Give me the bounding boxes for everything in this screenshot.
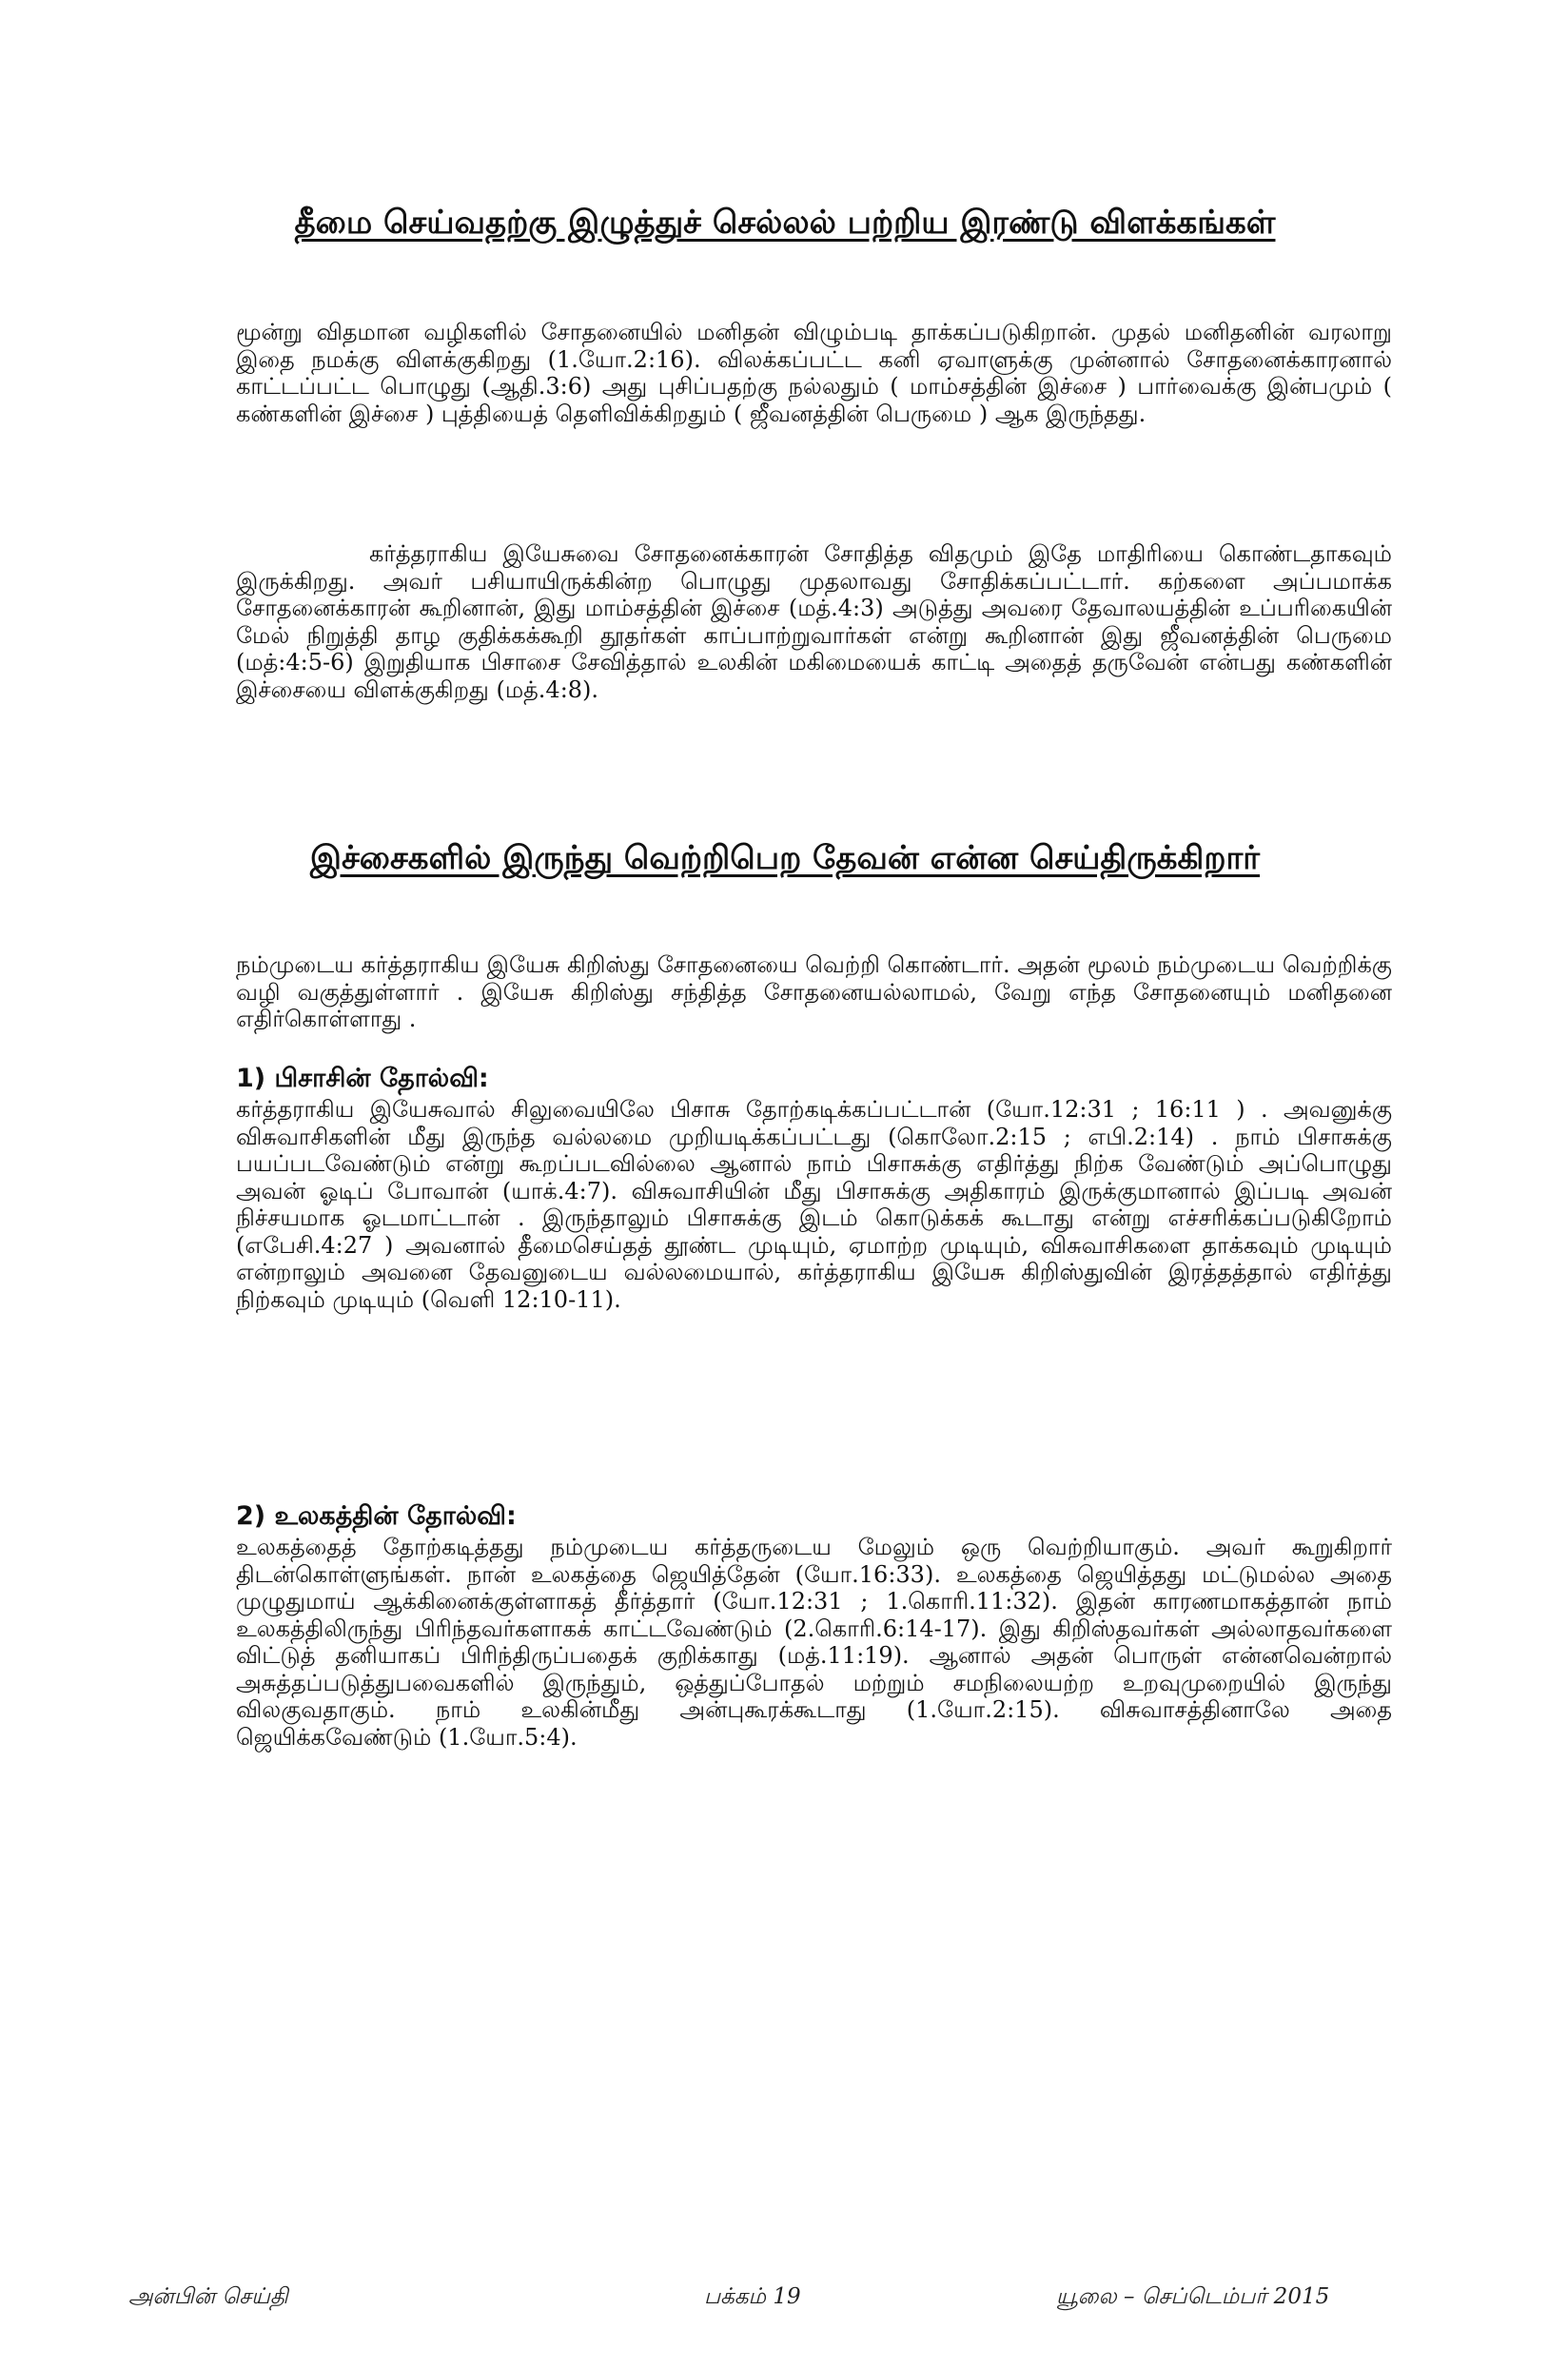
subheading-world-defeat: 2) உலகத்தின் தோல்வி: [236,1501,517,1531]
paragraph-victory-intro: நம்முடைய கர்த்தராகிய இயேசு கிறிஸ்து சோதனையை வெற்றி கொண்டார். அதன் மூலம் நம்முடைய வெற்றிக்கு வழி வகுத்துள்ளார் . இயேசு கிறிஸ்து சந்தித்த சோதனையல்லாமல், வேறு எந்த சோதனையும் மனிதனை எதிர்கொள்ளாது . [236,951,1392,1032]
footer-issue-date: யூலை – செப்டெம்பர் 2015 [1056,2284,1330,2309]
subheading-devil-defeat: 1) பிசாசின் தோல்வி: [236,1064,489,1093]
footer-magazine-title: அன்பின் செய்தி [128,2284,288,2309]
footer-page-number: பக்கம் 19 [704,2284,801,2309]
paragraph-world-defeat: உலகத்தைத் தோற்கடித்தது நம்முடைய கர்த்தருடைய மேலும் ஒரு வெற்றியாகும். அவர் கூறுகிறார் திடன்கொள்ளுங்கள். நான் உலகத்தை ஜெயித்தேன் (யோ.16:33). உலகத்தை ஜெயித்தது மட்டுமல்ல அதை முழுதுமாய் ஆக்கினைக்குள்ளாகத் தீர்த்தார் (யோ.12:31 ; 1.கொரி.11:32). இதன் காரணமாகத்தான் நாம் உலகத்திலிருந்து பிரிந்தவர்களாகக் காட்டவேண்டும் (2.கொரி.6:14-17). இது கிறிஸ்தவர்கள் அல்லாதவர்களை விட்டுத் தனியாகப் பிரிந்திருப்பதைக் குறிக்காது (மத்.11:19). ஆனால் அதன் பொருள் என்னவென்றால் அசுத்தப்படுத்துபவைகளில் இருந்தும், ஒத்துப்போதல் மற்றும் சமநிலையற்ற உறவுமுறையில் இருந்து விலகுவதாகும். நாம் உலகின்மீது அன்புகூரக்கூடாது (1.யோ.2:15). விசுவாசத்தினாலே அதை ஜெயிக்கவேண்டும் (1.யோ.5:4). [236,1534,1392,1751]
section-heading-victory: இச்சைகளில் இருந்து வெற்றிபெற தேவன் என்ன செய்திருக்கிறார் [309,839,1261,877]
paragraph-devil-defeat: கர்த்தராகிய இயேசுவால் சிலுவையிலே பிசாசு தோற்கடிக்கப்பட்டான் (யோ.12:31 ; 16:11 ) . அவனுக்கு விசுவாசிகளின் மீது இருந்த வல்லமை முறியடிக்கப்பட்டது (கொலோ.2:15 ; எபி.2:14) . நாம் பிசாசுக்கு பயப்படவேண்டும் என்று கூறப்படவில்லை ஆனால் நாம் பிசாசுக்கு எதிர்த்து நிற்க வேண்டும் அப்பொழுது அவன் ஓடிப் போவான் (யாக்.4:7). விசுவாசியின் மீது பிசாசுக்கு அதிகாரம் இருக்குமானால் இப்படி அவன் நிச்சயமாக ஓடமாட்டான் . இருந்தாலும் பிசாசுக்கு இடம் கொடுக்கக் கூடாது என்று எச்சரிக்கப்படுகிறோம் (எபேசி.4:27 ) அவனால் தீமைசெய்தத் தூண்ட முடியும், ஏமாற்ற முடியும், விசுவாசிகளை தாக்கவும் முடியும் என்றாலும் அவனை தேவனுடைய வல்லமையால், கர்த்தராகிய இயேசு கிறிஸ்துவின் இரத்தத்தால் எதிர்த்து நிற்கவும் முடியும் (வெளி 12:10-11). [236,1096,1392,1313]
paragraph-three-ways: மூன்று விதமான வழிகளில் சோதனையில் மனிதன் விழும்படி தாக்கப்படுகிறான். முதல் மனிதனின் வரலாறு இதை நமக்கு விளக்குகிறது (1.யோ.2:16). விலக்கப்பட்ட கனி ஏவாளுக்கு முன்னால் சோதனைக்காரனால் காட்டப்பட்ட பொழுது (ஆதி.3:6) அது புசிப்பதற்கு நல்லதும் ( மாம்சத்தின் இச்சை ) பார்வைக்கு இன்பமும் ( கண்களின் இச்சை ) புத்தியைத் தெளிவிக்கிறதும் ( ஜீவனத்தின் பெருமை ) ஆக இருந்தது. [236,319,1392,427]
paragraph-jesus-tempted-text: கர்த்தராகிய இயேசுவை சோதனைக்காரன் சோதித்த விதமும் இதே மாதிரியை கொண்டதாகவும் இருக்கிறது. அவர் பசியாயிருக்கின்ற பொழுது முதலாவது சோதிக்கப்பட்டார். கற்களை அப்பமாக்க சோதனைக்காரன் கூறினான், இது மாம்சத்தின் இச்சை (மத்.4:3) அடுத்து அவரை தேவாலயத்தின் உப்பரிகையின் மேல் நிறுத்தி தாழ குதிக்கக்கூறி தூதர்கள் காப்பாற்றுவார்கள் என்று கூறினான் இது ஜீவனத்தின் பெருமை (மத்:4:5-6) இறுதியாக பிசாசை சேவித்தால் உலகின் மகிமையைக் காட்டி அதைத் தருவேன் என்பது கண்களின் இச்சையை விளக்குகிறது (மத்.4:8). [236,540,1392,703]
paragraph-jesus-tempted [236,540,1392,703]
section-heading-temptation: தீமை செய்வதற்கு இழுத்துச் செல்லல் பற்றிய இரண்டு விளக்கங்கள் [294,204,1276,242]
